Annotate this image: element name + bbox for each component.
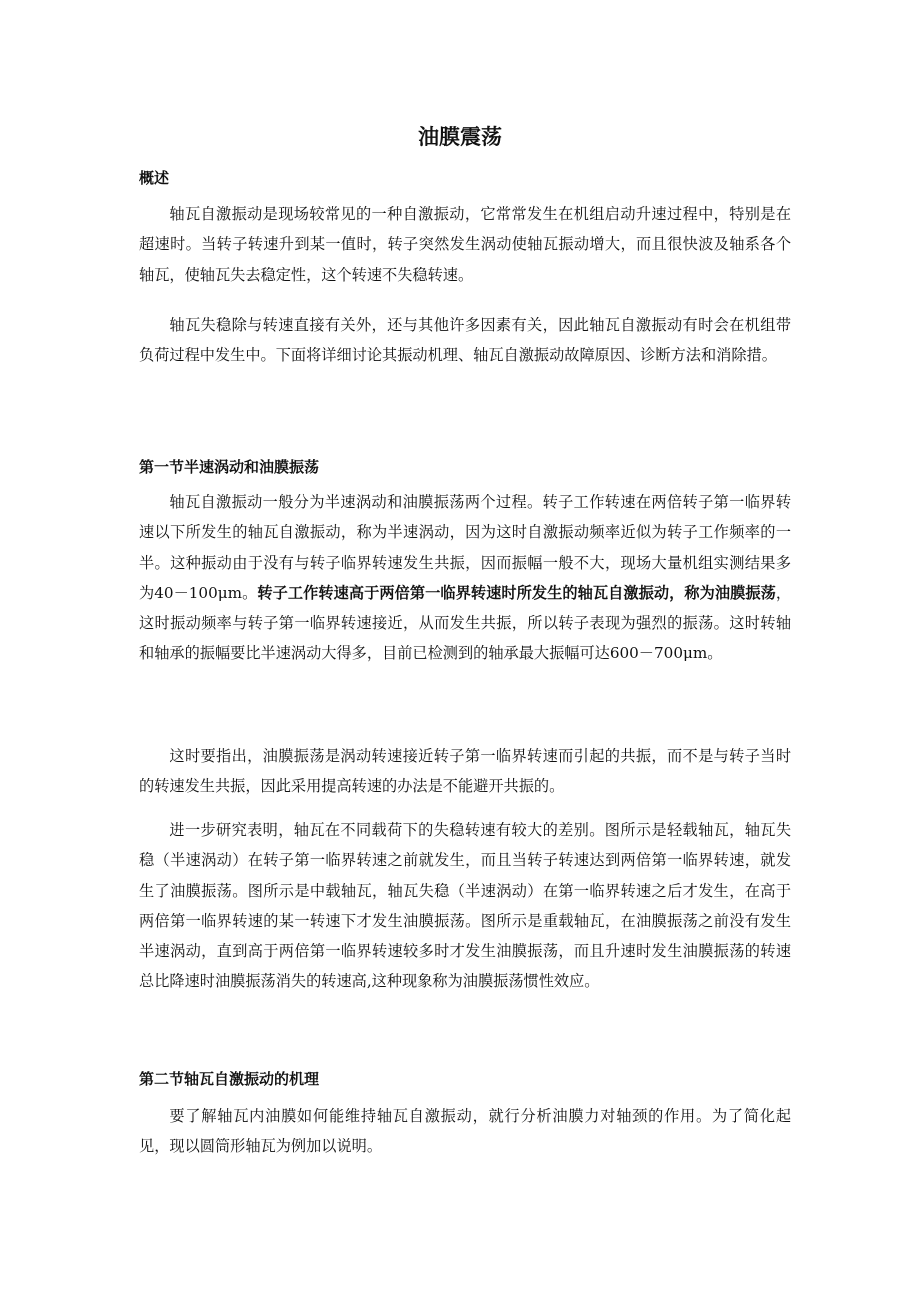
paragraph: 轴瓦自激振动是现场较常见的一种自激振动，它常常发生在机组启动升速过程中，特别是在超速时。当转子转速升到某一值时，转子突然发生涡动使轴瓦振动增大，而且很快波及轴系各个轴瓦，使轴瓦失去稳定性，这个转速不失稳转速。 xyxy=(139,205,791,284)
document-title: 油膜震荡 xyxy=(418,125,502,149)
paragraph: 轴瓦失稳除与转速直接有关外，还与其他许多因素有关，因此轴瓦自激振动有时会在机组带负荷过程中发生中。下面将详细讨论其振动机理、轴瓦自激振动故障原因、诊断方法和消除措。 xyxy=(139,316,791,365)
paragraph: 这时要指出，油膜振荡是涡动转速接近转子第一临界转速而引起的共振，而不是与转子当时的转速发生共振，因此采用提高转速的办法是不能避开共振的。 xyxy=(139,747,791,796)
section-heading-2: 第二节轴瓦自激振动的机理 xyxy=(139,1070,320,1088)
paragraph: 进一步研究表明，轴瓦在不同载荷下的失稳转速有较大的差别。图所示是轻载轴瓦，轴瓦失稳（半速涡动）在转子第一临界转速之前就发生，而且当转子转速达到两倍第一临界转速，就发生了油膜振荡。图所示是中载轴瓦，轴瓦失稳（半速涡动）在第一临界转速之后才发生，在高于两倍第一临界转速的某一转速下才发生油膜振荡。图所示是重载轴瓦，在油膜振荡之前没有发生半速涡动，直到高于两倍第一临界转速较多时才发生油膜振荡，而且升速时发生油膜振荡的转速总比降速时油膜振荡消失的转速高,这种现象称为油膜振荡惯性效应。 xyxy=(139,821,791,991)
paragraph: 要了解轴瓦内油膜如何能维持轴瓦自激振动，就行分析油膜力对轴颈的作用。为了简化起见，现以圆筒形轴瓦为例加以说明。 xyxy=(139,1107,791,1156)
section-heading-overview: 概述 xyxy=(139,169,170,187)
emphasis-text: 转子工作转速高于两倍第一临界转速时所发生的轴瓦自激振动，称为油膜振荡 xyxy=(257,583,776,602)
paragraph-text: 轴瓦自激振动一般分为半速涡动和油膜振荡两个过程。转子工作转速在两倍转子第一临界转速以下所发生的轴瓦自激振动，称为半速涡动，因为这时自激振动频率近似为转子工作频率的一半。这种振动由于没有与转子临界转速发生共振，因而振幅一般不大，现场大量机组实测结果多为40－100μm。 xyxy=(139,493,791,602)
section-heading-1: 第一节半速涡动和油膜振荡 xyxy=(139,458,320,476)
paragraph-with-emphasis xyxy=(139,487,791,669)
paragraph-text: ，这时振动频率与转子第一临界转速接近，从而发生共振，所以转子表现为强烈的振荡。这时转轴和轴承的振幅要比半速涡动大得多，目前已检测到的轴承最大振幅可达600－700μm。 xyxy=(139,583,792,663)
